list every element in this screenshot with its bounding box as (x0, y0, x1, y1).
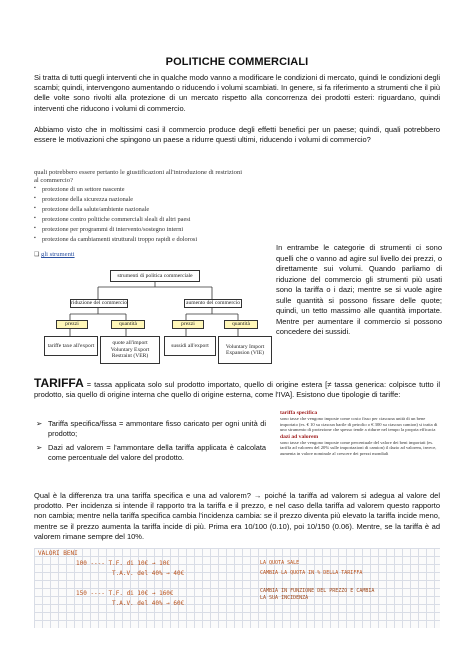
diagram-l1: prezzi (56, 320, 88, 329)
tariffa-term: TARIFFA (34, 376, 84, 390)
instruments-label: ❑ gli strumenti (34, 251, 75, 258)
scan-bullet: ▪ protezione da cambiamenti strutturali troppo rapidi e dolorosi (42, 236, 197, 243)
hw-header: VALORI BENI (38, 550, 78, 557)
spec-text: sono tasse che vengono imposte come costo fisso per ciascuna unità di un bene importato (es. € 10 su ciascun barile di petrolio o € 300 su ciascun camion) si tratta di uno strumento di protezione che spesso tende a ridurre nel tempo la propria efficacia (280, 416, 438, 433)
diagram-left: riduzione del commercio (71, 300, 127, 307)
tariff-type-specific: ➢ Tariffa specifica/fissa = ammontare fisso caricato per ogni unità di prodotto; (48, 419, 266, 439)
scan-bullet: ▪ protezione della sicurezza nazionale (42, 196, 133, 203)
tariffa-text: = tassa applicata solo sul prodotto importato, quello di origine estera [≠ tassa generica: colpisce tutto il prodotto, sia quello di origine interna che quello di origine esterna, come l'IVA]. Esistono due tipologie di tariffe: (34, 380, 440, 400)
tariff-type-ad-valorem: ➢ Dazi ad valorem = l'ammontare della tariffa applicata è calcolata come percentuale del valore del prodotto. (48, 443, 266, 463)
adv-title: dazi ad valorem (280, 433, 319, 440)
scan-bullet: ▪ protezione contro politiche commerciali sleali di altri paesi (42, 216, 190, 223)
difference-paragraph: Qual è la differenza tra una tariffa specifica e una ad valorem? → poiché la tariffa ad valorem si adegua al valore del prodotto. Per incidenza si intende il rapporto tra la tariffa e il prezzo, e nel caso della tariffa ad valorem questo rapporto non cambia; mentre nella tariffa specifica cambia l'incidenza cambia: se il prezzo diventa più elevato la tariffa incide meno, mentre se il prezzo aumenta la tariffa incide di più. Prima era 10/100 (0.10), poi 10/150 (0.06). Mentre, se la tariffa è ad valorem rimane sempre del 10%. (34, 491, 440, 541)
hw-note3: CAMBIA IN FUNZIONE DEL PREZZO E CAMBIA LA SUA INCIDENZA (260, 588, 375, 601)
scan-bullet: ▪ protezione della salute/ambiente nazionale (42, 206, 149, 213)
scan-bullet: ▪ protezione di un settore nascente (42, 186, 125, 193)
tariffa-definition (34, 378, 440, 400)
diagram-l2: quantità (111, 320, 145, 329)
instruments-link[interactable]: gli strumenti (41, 251, 75, 258)
diagram-root: strumenti di politica commerciale (110, 270, 200, 282)
hw-row1a: 100 ---- T.F. di 10€ → 10€ (76, 560, 170, 567)
hw-note1: LA QUOTA SALE (260, 560, 300, 566)
diagram-r2: quantità (224, 320, 258, 329)
hw-row2a: 150 ---- T.F. di 10€ → 160€ (76, 590, 174, 597)
hw-row1b: T.A.V. del 40% → 40€ (112, 570, 185, 577)
page-title: POLITICHE COMMERCIALI (165, 56, 309, 68)
hw-note2: CAMBIA LA QUOTA IN % DELLA TARIFFA (260, 570, 363, 576)
diagram-r1: prezzi (172, 320, 204, 329)
scan-bullet: ▪ protezione per programmi di intervento/sostegno interni (42, 226, 183, 233)
diagram-leaf4: Voluntary Import Expansion (VIE) (218, 336, 272, 364)
tariff-scan-box (280, 411, 440, 489)
intro-paragraph: Si tratta di tutti quegli interventi che in qualche modo vanno a modificare le condizioni di mercato, quindi le condizioni degli scambi; quindi, intervengono aumentando o riducendo i volumi scambiati. In genere, si fa riferimento a strumenti che il più delle volte sono rivolti alla protezione di un mercato rispetto alla concorrenza dei prodotti esteri: riguardano, quindi interventi che riducono i volumi di commercio. (34, 73, 440, 113)
adv-text: sono tasse che vengono imposte come percentuale del valore dei beni importati (es. tariffa ad valorem del 20% sulle importazioni di camion) il dazio ad valorem, invece, aumenta in valore nominale al crescere dei prezzi mondiali (280, 440, 437, 456)
hw-row2b: T.A.V. del 40% → 60€ (112, 600, 185, 607)
handwritten-notes (34, 548, 440, 628)
question-paragraph: Abbiamo visto che in moltissimi casi il commercio produce degli effetti benefici per un paese; quindi, quali potrebbero essere le motivazioni che spingono un paese a ridurre questi ultimi, riducendo i volumi di commercio? (34, 125, 440, 145)
instruments-paragraph: In entrambe le categorie di strumenti ci sono quelli che o vanno ad agire sul livello dei prezzi, o direttamente sui volumi. Quando parliamo di riduzione del commercio gli strumenti più usati sono la tariffa o i dazi; mentre se si vuole agire sulle quantità si possono fissare delle quote; quindi, un tetto massimo alle quantità importate. Mentre per aumentare il commercio si possono concedere dei sussidi. (276, 243, 442, 336)
diagram-right: aumento del commercio (185, 300, 241, 307)
diagram-leaf1: tariffe taxe all'export (44, 336, 98, 356)
diagram-leaf3: sussidi all'export (164, 336, 216, 356)
scan-intro: quali potrebbero essere pertanto le giustificazioni all'introduzione di restrizioni al commercio? (34, 169, 243, 184)
diagram-leaf2: quote all'import Voluntary Export Restraint (VER) (100, 336, 160, 364)
spec-title: tariffa specifica (280, 410, 318, 416)
